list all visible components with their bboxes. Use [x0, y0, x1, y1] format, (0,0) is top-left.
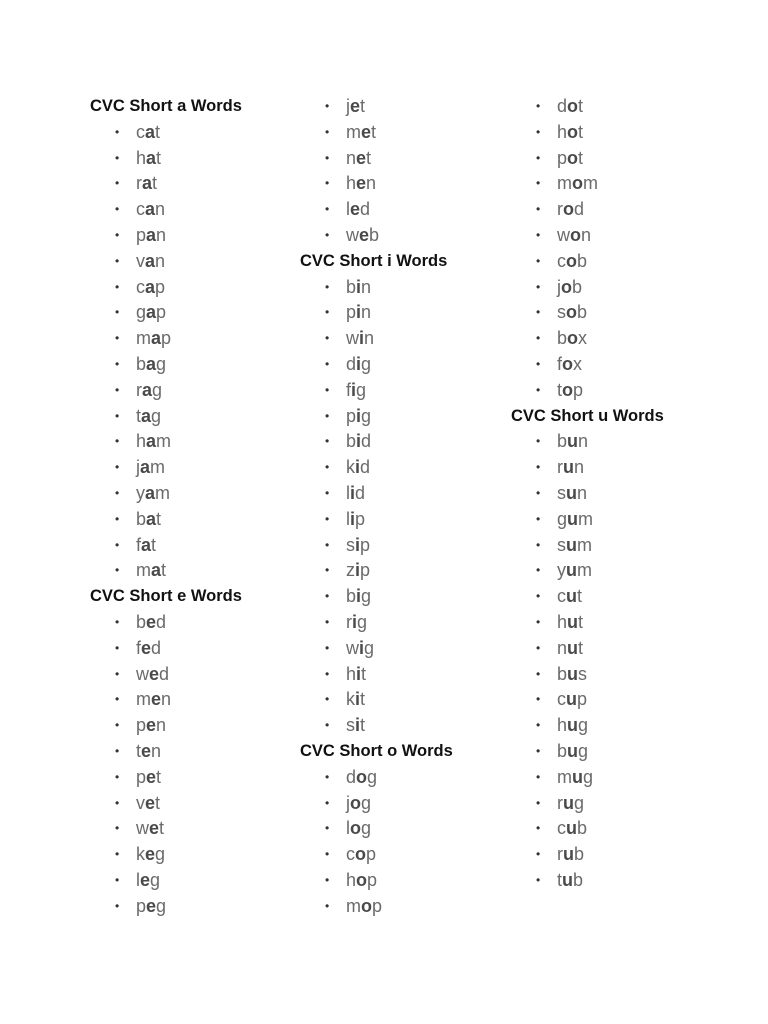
list-item	[90, 842, 290, 868]
bullet-icon: •	[325, 485, 330, 500]
bullet-icon: •	[115, 511, 120, 526]
word-text: hot	[557, 121, 584, 142]
bullet-icon: •	[325, 847, 330, 862]
list-item	[300, 713, 500, 739]
bullet-icon: •	[536, 537, 541, 552]
bullet-icon: •	[325, 511, 330, 526]
word-text: cob	[557, 250, 588, 271]
bullet-icon: •	[325, 769, 330, 784]
word-text: led	[346, 199, 371, 220]
list-item	[90, 507, 290, 533]
section-heading: CVC Short o Words	[300, 741, 453, 760]
word-list	[300, 94, 500, 249]
column-2	[300, 94, 500, 920]
word-text: met	[346, 121, 377, 142]
word-text: fig	[346, 379, 367, 400]
bullet-icon: •	[325, 408, 330, 423]
word-text: jog	[346, 792, 372, 813]
bullet-icon: •	[115, 769, 120, 784]
word-text: sip	[346, 534, 371, 555]
list-item	[90, 223, 290, 249]
bullet-icon: •	[115, 150, 120, 165]
list-item	[90, 352, 290, 378]
word-text: lid	[346, 482, 366, 503]
list-item	[511, 765, 711, 791]
word-text: pin	[346, 302, 372, 323]
list-item	[300, 507, 500, 533]
word-text: vet	[136, 792, 161, 813]
bullet-icon: •	[115, 227, 120, 242]
bullet-icon: •	[536, 124, 541, 139]
list-item	[300, 842, 500, 868]
word-text: wet	[136, 818, 165, 839]
list-item	[511, 558, 711, 584]
word-text: nut	[557, 637, 584, 658]
column-1	[90, 94, 290, 920]
bullet-icon: •	[325, 227, 330, 242]
word-text: leg	[136, 869, 161, 890]
section-heading: CVC Short i Words	[300, 251, 448, 270]
word-text: hat	[136, 147, 162, 168]
list-item	[511, 713, 711, 739]
list-item	[300, 481, 500, 507]
column-3	[511, 94, 711, 894]
list-item	[90, 120, 290, 146]
list-item	[300, 300, 500, 326]
word-text: kit	[346, 689, 366, 710]
list-item	[511, 171, 711, 197]
word-list	[511, 429, 711, 893]
list-item	[90, 404, 290, 430]
list-item	[511, 816, 711, 842]
bullet-icon: •	[115, 356, 120, 371]
word-list	[300, 275, 500, 739]
bullet-icon: •	[115, 614, 120, 629]
bullet-icon: •	[536, 614, 541, 629]
bullet-icon: •	[115, 795, 120, 810]
word-text: sit	[346, 715, 366, 736]
list-item	[90, 739, 290, 765]
bullet-icon: •	[115, 847, 120, 862]
bullet-icon: •	[115, 898, 120, 913]
word-text: fat	[136, 534, 157, 555]
list-item	[90, 558, 290, 584]
list-item	[90, 275, 290, 301]
word-text: lip	[346, 508, 366, 529]
list-item	[300, 868, 500, 894]
bullet-icon: •	[115, 253, 120, 268]
word-text: web	[346, 224, 380, 245]
list-item	[511, 352, 711, 378]
list-item	[90, 300, 290, 326]
list-item	[511, 455, 711, 481]
list-item	[300, 429, 500, 455]
list-item	[90, 816, 290, 842]
word-text: rod	[557, 199, 585, 220]
list-item	[300, 146, 500, 172]
list-item	[300, 662, 500, 688]
word-text: pan	[136, 224, 167, 245]
word-text: keg	[136, 844, 166, 865]
bullet-icon: •	[115, 176, 120, 191]
list-item	[511, 842, 711, 868]
word-text: cub	[557, 818, 588, 839]
bullet-icon: •	[115, 279, 120, 294]
bullet-icon: •	[536, 743, 541, 758]
word-text: dig	[346, 353, 372, 374]
word-text: hut	[557, 611, 584, 632]
bullet-icon: •	[325, 382, 330, 397]
bullet-icon: •	[325, 279, 330, 294]
bullet-icon: •	[325, 872, 330, 887]
list-item	[511, 300, 711, 326]
word-text: win	[346, 328, 375, 349]
word-text: fox	[557, 353, 583, 374]
list-item	[90, 481, 290, 507]
list-item	[300, 687, 500, 713]
word-text: mom	[557, 173, 598, 194]
list-item	[511, 662, 711, 688]
word-text: bed	[136, 611, 167, 632]
list-item	[511, 533, 711, 559]
word-text: cat	[136, 121, 161, 142]
section-heading: CVC Short e Words	[90, 587, 242, 606]
word-text: rag	[136, 379, 163, 400]
list-item	[300, 584, 500, 610]
list-item	[511, 687, 711, 713]
list-item	[90, 429, 290, 455]
bullet-icon: •	[536, 640, 541, 655]
bullet-icon: •	[536, 795, 541, 810]
word-text: cut	[557, 586, 583, 607]
bullet-icon: •	[536, 511, 541, 526]
list-item	[300, 765, 500, 791]
bullet-icon: •	[536, 176, 541, 191]
list-item	[511, 146, 711, 172]
bullet-icon: •	[536, 305, 541, 320]
list-item	[511, 120, 711, 146]
word-text: log	[346, 818, 372, 839]
word-text: won	[557, 224, 592, 245]
word-text: mug	[557, 766, 594, 787]
bullet-icon: •	[115, 382, 120, 397]
bullet-icon: •	[115, 872, 120, 887]
bullet-icon: •	[325, 718, 330, 733]
word-text: mat	[136, 560, 167, 581]
bullet-icon: •	[536, 563, 541, 578]
word-text: wed	[136, 663, 170, 684]
bullet-icon: •	[325, 460, 330, 475]
list-item	[300, 455, 500, 481]
list-item	[90, 765, 290, 791]
word-text: cap	[136, 276, 166, 297]
list-item	[90, 378, 290, 404]
list-item	[90, 610, 290, 636]
list-item	[90, 533, 290, 559]
bullet-icon: •	[115, 305, 120, 320]
word-list	[90, 120, 290, 584]
bullet-icon: •	[536, 202, 541, 217]
word-text: gap	[136, 302, 167, 323]
word-text: kid	[346, 457, 371, 478]
word-text: hug	[557, 715, 589, 736]
bullet-icon: •	[325, 176, 330, 191]
list-item	[90, 326, 290, 352]
bullet-icon: •	[115, 821, 120, 836]
word-text: rat	[136, 173, 158, 194]
word-text: hit	[346, 663, 367, 684]
word-text: ten	[136, 740, 162, 761]
bullet-icon: •	[536, 150, 541, 165]
list-item	[300, 791, 500, 817]
bullet-icon: •	[536, 769, 541, 784]
list-item	[511, 223, 711, 249]
bullet-icon: •	[325, 692, 330, 707]
bullet-icon: •	[536, 718, 541, 733]
word-text: bug	[557, 740, 589, 761]
list-item	[300, 378, 500, 404]
list-item	[90, 894, 290, 920]
word-text: men	[136, 689, 172, 710]
bullet-icon: •	[325, 589, 330, 604]
bullet-icon: •	[115, 537, 120, 552]
bullet-icon: •	[115, 408, 120, 423]
list-item	[511, 507, 711, 533]
bullet-icon: •	[536, 356, 541, 371]
bullet-icon: •	[325, 124, 330, 139]
word-text: jet	[346, 96, 366, 116]
list-item	[511, 868, 711, 894]
list-item	[300, 197, 500, 223]
bullet-icon: •	[536, 666, 541, 681]
word-text: sun	[557, 482, 588, 503]
bullet-icon: •	[115, 640, 120, 655]
word-text: bun	[557, 431, 589, 452]
word-text: jam	[136, 457, 166, 478]
list-item	[300, 326, 500, 352]
bullet-icon: •	[325, 434, 330, 449]
word-text: top	[557, 379, 584, 400]
word-text: van	[136, 250, 166, 271]
word-text: gum	[557, 508, 594, 529]
word-text: yum	[557, 560, 592, 581]
bullet-icon: •	[325, 795, 330, 810]
bullet-icon: •	[115, 124, 120, 139]
word-text: tub	[557, 869, 584, 890]
bullet-icon: •	[325, 99, 330, 113]
bullet-icon: •	[536, 279, 541, 294]
list-item	[90, 171, 290, 197]
list-item	[511, 610, 711, 636]
word-text: pet	[136, 766, 162, 787]
list-item	[300, 223, 500, 249]
bullet-icon: •	[536, 460, 541, 475]
list-item	[511, 481, 711, 507]
list-item	[511, 275, 711, 301]
list-item	[90, 868, 290, 894]
list-item	[90, 146, 290, 172]
word-text: rig	[346, 611, 368, 632]
word-text: box	[557, 328, 588, 349]
bullet-icon: •	[325, 150, 330, 165]
word-text: sob	[557, 302, 588, 323]
word-text: dot	[557, 96, 584, 116]
word-text: yam	[136, 482, 171, 503]
bullet-icon: •	[536, 589, 541, 604]
list-item	[300, 404, 500, 430]
bullet-icon: •	[536, 253, 541, 268]
bullet-icon: •	[325, 821, 330, 836]
word-text: mop	[346, 895, 383, 916]
list-item	[90, 662, 290, 688]
list-item	[300, 94, 500, 120]
word-text: zip	[346, 560, 371, 581]
bullet-icon: •	[115, 460, 120, 475]
bullet-icon: •	[325, 563, 330, 578]
word-text: run	[557, 457, 585, 478]
list-item	[300, 894, 500, 920]
bullet-icon: •	[115, 434, 120, 449]
list-item	[511, 739, 711, 765]
bullet-icon: •	[115, 718, 120, 733]
word-text: big	[346, 586, 372, 607]
list-item	[300, 610, 500, 636]
word-text: net	[346, 147, 372, 168]
bullet-icon: •	[325, 898, 330, 913]
list-item	[511, 429, 711, 455]
word-text: peg	[136, 895, 167, 916]
word-text: ham	[136, 431, 172, 452]
section-heading: CVC Short a Words	[90, 97, 242, 115]
list-item	[511, 94, 711, 120]
bullet-icon: •	[115, 666, 120, 681]
word-text: map	[136, 328, 172, 349]
word-text: job	[557, 276, 583, 297]
bullet-icon: •	[325, 614, 330, 629]
bullet-icon: •	[115, 563, 120, 578]
list-item	[300, 120, 500, 146]
list-item	[90, 687, 290, 713]
list-item	[300, 352, 500, 378]
list-item	[511, 326, 711, 352]
word-text: pig	[346, 405, 372, 426]
word-text: fed	[136, 637, 162, 658]
bullet-icon: •	[536, 331, 541, 346]
bullet-icon: •	[115, 743, 120, 758]
bullet-icon: •	[325, 666, 330, 681]
list-item	[511, 584, 711, 610]
section-heading: CVC Short u Words	[511, 406, 664, 425]
bullet-icon: •	[325, 537, 330, 552]
list-item	[300, 171, 500, 197]
word-text: pot	[557, 147, 584, 168]
word-text: bag	[136, 353, 167, 374]
list-item	[90, 197, 290, 223]
word-text: rug	[557, 792, 585, 813]
word-text: cup	[557, 689, 588, 710]
word-text: bin	[346, 276, 372, 297]
bullet-icon: •	[115, 331, 120, 346]
list-item	[90, 791, 290, 817]
word-text: hen	[346, 173, 377, 194]
bullet-icon: •	[115, 692, 120, 707]
bullet-icon: •	[325, 356, 330, 371]
word-text: dog	[346, 766, 378, 787]
list-item	[300, 558, 500, 584]
word-list	[90, 610, 290, 920]
word-text: can	[136, 199, 166, 220]
word-text: bus	[557, 663, 588, 684]
bullet-icon: •	[536, 434, 541, 449]
list-item	[511, 197, 711, 223]
word-list	[300, 765, 500, 920]
list-item	[300, 275, 500, 301]
word-text: hop	[346, 869, 378, 890]
word-list	[511, 94, 711, 404]
bullet-icon: •	[536, 872, 541, 887]
word-text: tag	[136, 405, 162, 426]
list-item	[90, 249, 290, 275]
word-text: cop	[346, 844, 377, 865]
bullet-icon: •	[536, 227, 541, 242]
bullet-icon: •	[536, 99, 541, 113]
list-item	[300, 533, 500, 559]
bullet-icon: •	[325, 640, 330, 655]
list-item	[300, 636, 500, 662]
bullet-icon: •	[536, 692, 541, 707]
bullet-icon: •	[536, 485, 541, 500]
list-item	[511, 636, 711, 662]
word-text: bid	[346, 431, 372, 452]
bullet-icon: •	[115, 202, 120, 217]
list-item	[300, 816, 500, 842]
list-item	[511, 378, 711, 404]
word-text: sum	[557, 534, 592, 555]
word-text: bat	[136, 508, 162, 529]
list-item	[90, 713, 290, 739]
word-text: pen	[136, 715, 167, 736]
list-item	[511, 249, 711, 275]
word-text: rub	[557, 844, 585, 865]
list-item	[511, 791, 711, 817]
bullet-icon: •	[536, 847, 541, 862]
bullet-icon: •	[536, 821, 541, 836]
bullet-icon: •	[325, 305, 330, 320]
list-item	[90, 455, 290, 481]
bullet-icon: •	[536, 382, 541, 397]
list-item	[90, 636, 290, 662]
bullet-icon: •	[115, 485, 120, 500]
word-text: wig	[346, 637, 375, 658]
bullet-icon: •	[325, 331, 330, 346]
bullet-icon: •	[325, 202, 330, 217]
